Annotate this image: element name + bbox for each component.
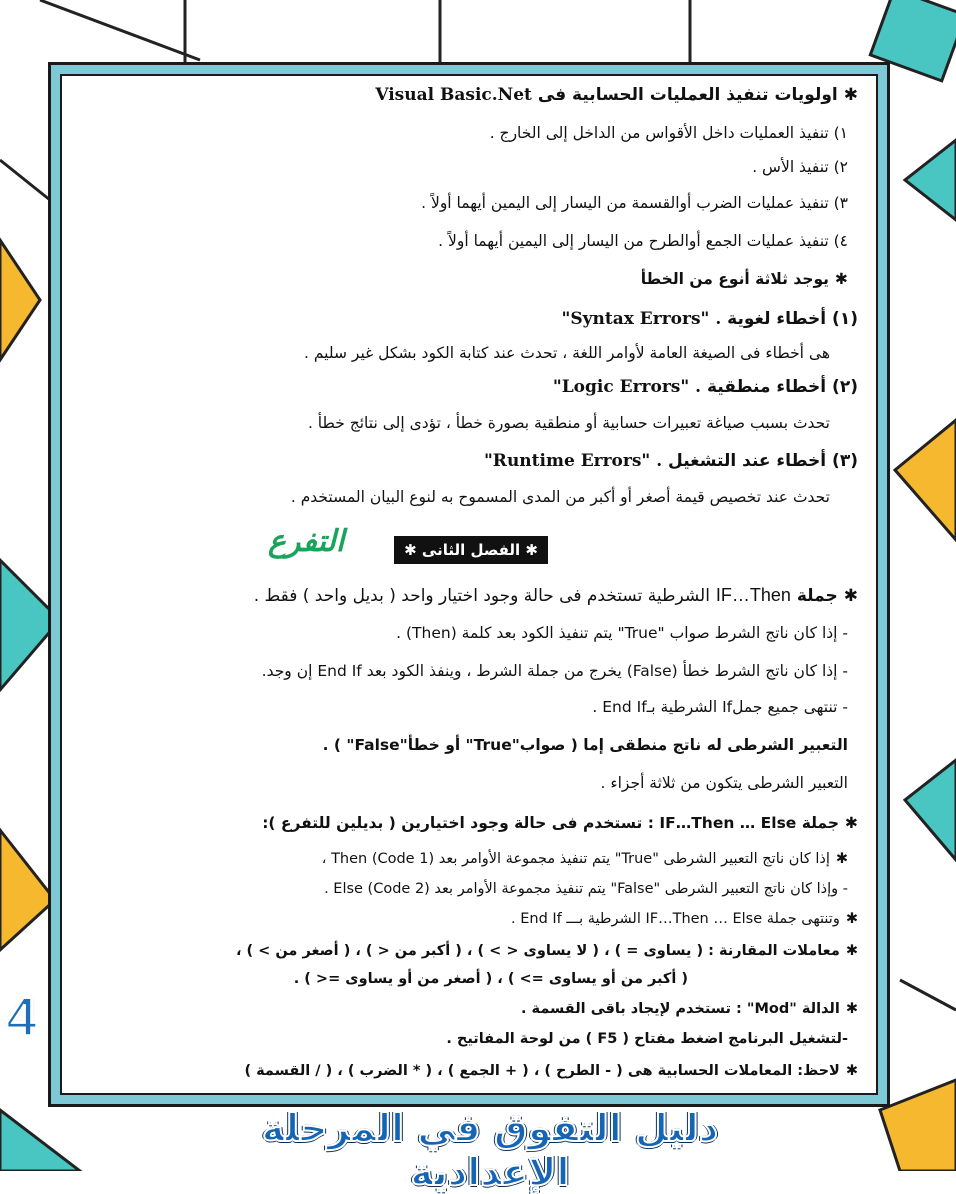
else-false-rule: - وإذا كان ناتج التعبير الشرطى "False" يتم تنفيذ مجموعة الأوامر بعد Else (Code 2) . [324,881,848,897]
bullet-star-icon: ✱ [845,911,858,927]
chapter-title-box: ✱ الفصل الثانى ✱ [394,536,548,564]
run-program-note: -لتشغيل البرنامج اضغط مفتاح ( F5 ) من لوحة المفاتيح . [446,1031,848,1047]
bullet-star-icon: ✱ [843,85,858,105]
end-if-rule: - تنتهى جميع جملIf الشرطية بـEnd If . [592,698,848,716]
priority-item-2: ٢) تنفيذ الأس . [752,158,848,176]
priority-item-4: ٤) تنفيذ عمليات الجمع أوالطرح من اليسار إلى اليمين أيهما أولاً . [438,232,848,250]
chapter-header [0,536,858,564]
if-false-rule: - إذا كان ناتج الشرط خطأ (False) يخرج من جملة الشرط ، وينفذ الكود بعد End If إن وجد. [261,662,848,680]
bullet-star-icon: ✱ [845,1063,858,1079]
priority-item-1: ١) تنفيذ العمليات داخل الأقواس من الداخل إلى الخارج . [489,124,848,142]
comparison-operators: ✱معاملات المقارنة : ( يساوى = ) ، ( لا يساوى < > ) ، ( أكبر من < ) ، ( أصغر من > ) ، [235,943,858,959]
end-if-else-rule: ✱وتنتهى جملة IF…Then … Else الشرطية بـــ End If . [511,911,858,927]
if-then-else-statement: ✱جملة IF…Then … Else : تستخدم فى حالة وجود اختيارين ( بديلين للتفرع ): [262,814,858,832]
if-true-rule: - إذا كان ناتج الشرط صواب "True" يتم تنفيذ الكود بعد كلمة (Then) . [396,624,848,642]
conditional-expression-result: التعبير الشرطى له ناتج منطقى إما ( صواب"True" أو خطأ"False" ) . [322,736,848,754]
bullet-star-icon: ✱ [835,270,848,288]
error-type-logic: (٢) أخطاء منطقية "Logic Errors" . [552,377,858,397]
error-type-syntax: (١) أخطاء لغوية "Syntax Errors" . [561,309,858,329]
runtime-error-description: تحدث عند تخصيص قيمة أصغر أو أكبر من المدى المسموح به لنوع البيان المستخدم . [290,488,830,506]
arithmetic-operators-note: ✱لاحظ: المعاملات الحسابية هى ( - الطرح ) ، ( + الجمع ) ، ( * الضرب ) ، ( / القسمة ) [244,1063,858,1079]
heading-error-types: ✱يوجد ثلاثة أنوع من الخطأ [640,270,848,288]
error-type-runtime: (٣) أخطاء عند التشغيل "Runtime Errors" . [483,451,858,471]
branching-handwritten-label: التفرع [268,524,345,559]
bullet-star-icon: ✱ [835,851,848,867]
conditional-expression-parts: التعبير الشرطى يتكون من ثلاثة أجزاء . [600,774,848,792]
logic-error-description: تحدث بسبب صياغة تعبيرات حسابية أو منطقية بصورة خطأ ، تؤدى إلى نتائج خطأ . [307,414,830,432]
heading-priorities: ✱اولويات تنفيذ العمليات الحسابية فى Visual Basic.Net [375,85,858,105]
comparison-operators-continued: ( أكبر من أو يساوى => ) ، ( أصغر من أو يساوى =< ) . [293,971,688,987]
mod-function: ✱الدالة "Mod" : تستخدم لإيجاد باقى القسمة . [520,1001,858,1017]
bullet-star-icon: ✱ [845,943,858,959]
else-true-rule: ✱إذا كان ناتج التعبير الشرطى "True" يتم تنفيذ مجموعة الأوامر بعد Then (Code 1) ، [321,851,848,867]
syntax-error-description: هى أخطاء فى الصيغة العامة لأوامر اللغة ، تحدث عند كتابة الكود بشكل غير سليم . [304,344,830,362]
bullet-star-icon: ✱ [845,814,858,832]
priority-item-3: ٣) تنفيذ عمليات الضرب أوالقسمة من اليسار إلى اليمين أيهما أولاً . [421,194,848,212]
footer-title: دليل التفوق في المرحلة الإعدادية [261,1106,719,1194]
bullet-star-icon: ✱ [843,586,858,606]
if-then-statement: ✱جملة IF…Then الشرطية تستخدم فى حالة وجود اختيار واحد ( بديل واحد ) فقط . [253,585,858,606]
page-number: 4 [6,985,38,1048]
bullet-star-icon: ✱ [845,1001,858,1017]
